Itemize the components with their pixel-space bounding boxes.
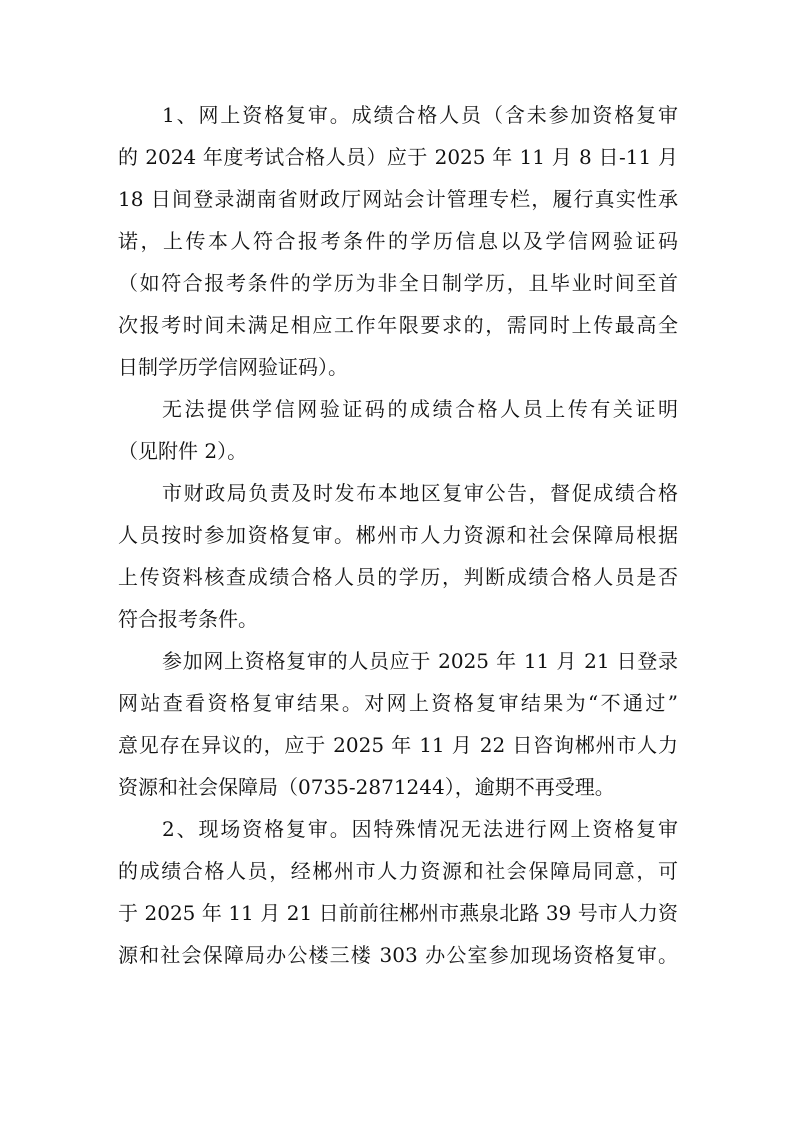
paragraph-line: 日制学历学信网验证码）。: [118, 355, 348, 379]
paragraph-line: 的 2024 年度考试合格人员）应于 2025 年 11 月 8 日-11 月: [118, 145, 678, 169]
paragraph-line: 人员按时参加资格复审。郴州市人力资源和社会保障局根据: [118, 523, 678, 547]
paragraph-line: 源和社会保障局办公楼三楼 303 办公室参加现场资格复审。: [118, 943, 678, 967]
paragraph-line: 次报考时间未满足相应工作年限要求的，需同时上传最高全: [118, 313, 678, 337]
paragraph-line: 的成绩合格人员，经郴州市人力资源和社会保障局同意，可: [118, 859, 678, 883]
paragraph-line: （见附件 2）。: [118, 439, 248, 463]
paragraph-line: 符合报考条件。: [118, 607, 258, 631]
paragraph-line: 2、现场资格复审。因特殊情况无法进行网上资格复审: [162, 817, 678, 841]
paragraph-line: 上传资料核查成绩合格人员的学历，判断成绩合格人员是否: [118, 565, 678, 589]
paragraph-line: 无法提供学信网验证码的成绩合格人员上传有关证明: [162, 397, 678, 421]
paragraph-line: 参加网上资格复审的人员应于 2025 年 11 月 21 日登录: [162, 649, 678, 673]
paragraph-line: 意见存在异议的，应于 2025 年 11 月 22 日咨询郴州市人力: [118, 733, 678, 757]
paragraph-line: 于 2025 年 11 月 21 日前前往郴州市燕泉北路 39 号市人力资: [118, 901, 678, 925]
paragraph-line: （如符合报考条件的学历为非全日制学历，且毕业时间至首: [118, 271, 678, 295]
paragraph-line: 18 日间登录湖南省财政厅网站会计管理专栏，履行真实性承: [118, 187, 678, 211]
paragraph-line: 1、网上资格复审。成绩合格人员（含未参加资格复审: [162, 103, 678, 127]
paragraph-line: 资源和社会保障局（0735-2871244），逾期不再受理。: [118, 775, 615, 799]
paragraph-line: 网站查看资格复审结果。对网上资格复审结果为“不通过”: [118, 691, 678, 715]
paragraph-line: 市财政局负责及时发布本地区复审公告，督促成绩合格: [162, 481, 678, 505]
paragraph-line: 诺，上传本人符合报考条件的学历信息以及学信网验证码: [118, 229, 678, 253]
